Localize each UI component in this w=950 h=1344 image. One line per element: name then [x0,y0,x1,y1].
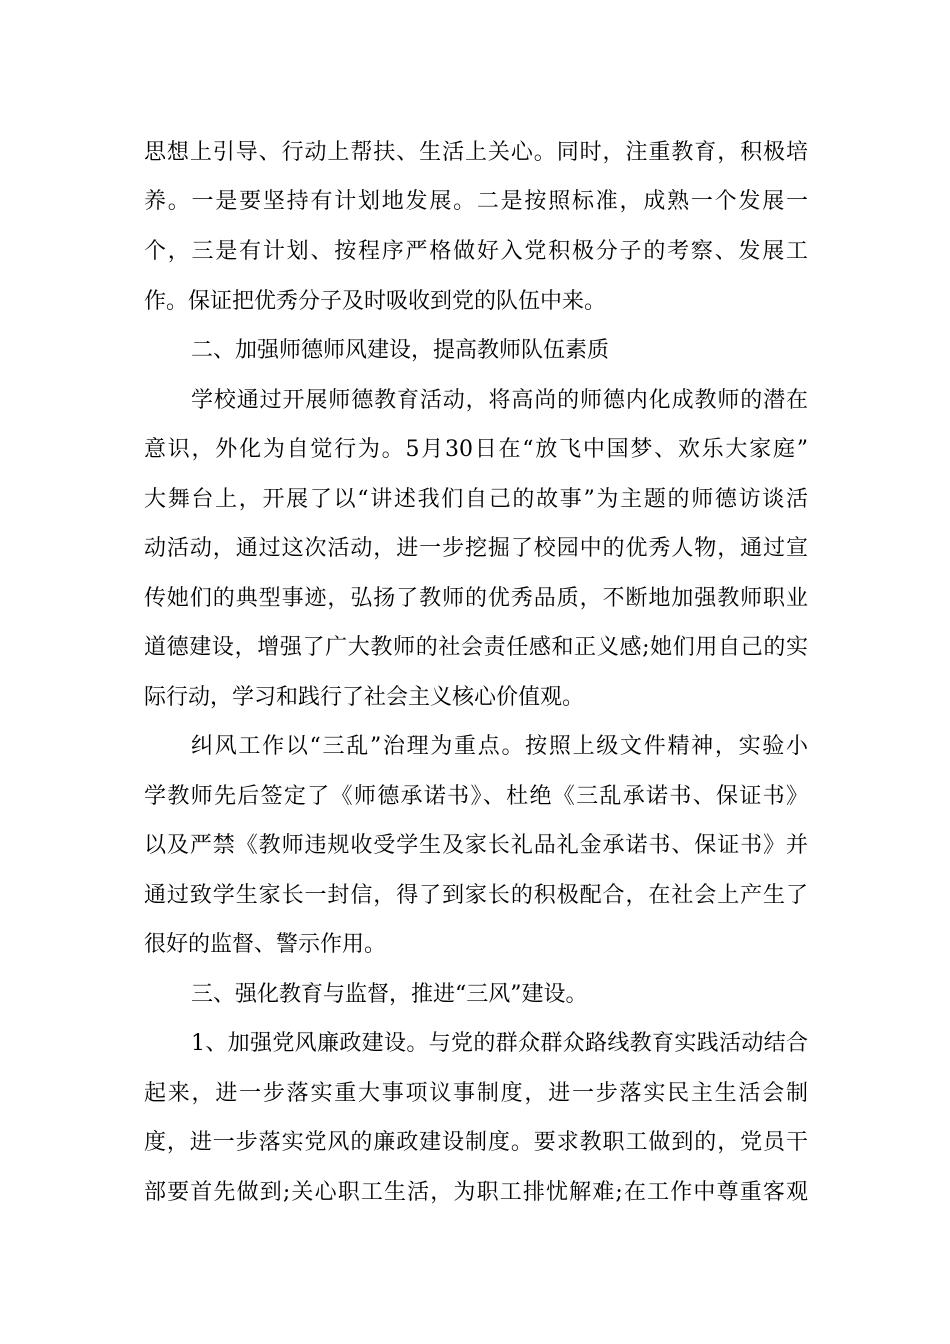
text-line: 养。一是要坚持有计划地发展。二是按照标准，成熟一个发展一 [144,189,808,214]
text-line: 大舞台上，开展了以“讲述我们自己的故事”为主题的师德访谈活 [144,487,808,512]
text-line: 纠风工作以“三乱”治理为重点。按照上级文件精神，实验小 [191,734,808,759]
text-line: 学教师先后签定了《师德承诺书》、杜绝《三乱承诺书、保证书》 [144,784,808,809]
text-line: 1、加强党风廉政建设。与党的群众群众路线教育实践活动结合 [191,1031,808,1056]
text-line: 动活动，通过这次活动，进一步挖掘了校园中的优秀人物，通过宣 [144,536,808,561]
text-line: 起来，进一步落实重大事项议事制度，进一步落实民主生活会制 [144,1081,808,1106]
text-line: 通过致学生家长一封信，得了到家长的积极配合，在社会上产生了 [144,883,808,908]
text-line: 传她们的典型事迹，弘扬了教师的优秀品质，不断地加强教师职业 [144,586,808,611]
text-line: 道德建设，增强了广大教师的社会责任感和正义感;她们用自己的实 [144,635,808,660]
text-line: 意识，外化为自觉行为。5月30日在“放飞中国梦、欢乐大家庭” [144,437,808,462]
section-heading: 三、强化教育与监督，推进“三风”建设。 [191,982,588,1007]
text-line: 个，三是有计划、按程序严格做好入党积极分子的考察、发展工 [144,239,808,264]
text-line: 以及严禁《教师违规收受学生及家长礼品礼金承诺书、保证书》并 [144,833,808,858]
text-line: 度，进一步落实党风的廉政建设制度。要求教职工做到的，党员干 [144,1130,808,1155]
text-line: 部要首先做到;关心职工生活，为职工排忧解难;在工作中尊重客观 [144,1180,808,1205]
text-line: 思想上引导、行动上帮扶、生活上关心。同时，注重教育，积极培 [144,140,808,165]
section-heading: 二、加强师德师风建设，提高教师队伍素质 [191,338,610,363]
text-line: 际行动，学习和践行了社会主义核心价值观。 [144,685,585,710]
text-line: 学校通过开展师德教育活动，将高尚的师德内化成教师的潜在 [191,388,808,413]
text-line: 作。保证把优秀分子及时吸收到党的队伍中来。 [144,289,607,314]
text-line: 很好的监督、警示作用。 [144,932,387,957]
